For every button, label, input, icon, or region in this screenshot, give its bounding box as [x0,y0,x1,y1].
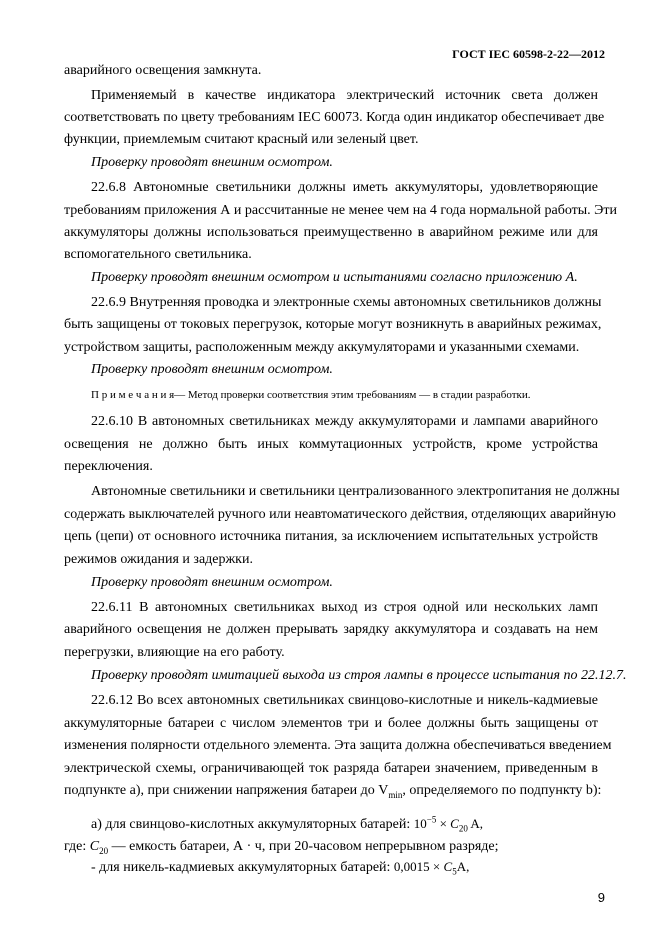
note-label: П р и м е ч а н и я [91,389,175,401]
page-header: ГОСТ IEC 60598-2-22—2012 [452,47,605,61]
paragraph-line: освещения не должно быть иных коммутационных устройств, кроме устройства [64,437,598,452]
formula-subscript: 20 [458,823,468,834]
paragraph-line: Автономные светильники и светильники централизованного электропитания не должны [91,484,620,499]
formula-symbol: C [450,816,459,831]
formula-subscript: 5 [452,866,457,877]
section-22-6-10: 22.6.10 В автономных светильниках между аккумуляторами и лампами аварийного [91,414,598,429]
section-22-6-9: 22.6.9 Внутренняя проводка и электронные схемы автономных светильников должны [91,295,602,310]
page-number: 9 [597,890,605,905]
section-22-6-11: 22.6.11 В автономных светильниках выход из строя одной или нескольких ламп [91,600,598,615]
item-nickel-text: - для никель-кадмиевых аккумуляторных батарей: [91,860,391,875]
note-text: — Метод проверки соответствия этим требованиям — в стадии разработки. [174,389,531,401]
paragraph-line: Применяемый в качестве индикатора электрический источник света должен [91,88,598,103]
paragraph-line: требованиям приложения А и рассчитанные не менее чем на 4 года нормальной работы. Эти [64,203,618,218]
formula-part: 10 [413,816,427,831]
formula-part: A, [456,859,470,874]
where-line [64,838,499,856]
paragraph-line: аварийного освещения не должен прерывать зарядку аккумулятора и создавать на нем [64,622,598,637]
formula-part: × [436,816,451,831]
item-a [91,815,483,834]
note [91,386,530,404]
paragraph-line: соответствовать по цвету требованиям IEC 60073. Когда один индикатор обеспечивает две [64,110,605,125]
formula-lead-acid [413,814,484,834]
text-span: — емкость батареи, А · ч, при 20-часовом непрерывном разряде; [108,839,499,854]
check-note: Проверку проводят внешним осмотром и испытаниями согласно приложению А. [91,270,578,285]
item-a-text: а) для свинцово-кислотных аккумуляторных батарей: [91,817,411,832]
paragraph-line: аккумуляторные батареи с числом элементов три и более должны быть защищены от [64,716,598,731]
check-note: Проверку проводят имитацией выхода из строя лампы в процессе испытания по 22.12.7. [91,668,627,683]
paragraph-line: содержать выключателей ручного или неавтоматического действия, отделяющих аварийную [64,507,616,522]
item-nickel [91,858,469,877]
formula-part: A, [467,816,484,831]
paragraph-line: изменения полярности отдельного элемента. Эта защита должна обеспечиваться введением [64,738,612,753]
paragraph-line: режимов ожидания и задержки. [64,552,253,567]
section-22-6-12: 22.6.12 Во всех автономных светильниках свинцово-кислотные и никель-кадмиевые [91,693,598,708]
paragraph-line: устройством защиты, расположенным между аккумуляторами и указанными схемами. [64,340,580,355]
vmin-subscript: min [388,789,403,800]
formula-symbol: C [443,859,453,874]
section-22-6-8: 22.6.8 Автономные светильники должны иметь аккумуляторы, удовлетворяющие [91,180,598,195]
paragraph-line: перегрузки, влияющие на его работу. [64,645,285,660]
check-note: Проверку проводят внешним осмотром. [91,575,333,590]
check-note: Проверку проводят внешним осмотром. [91,155,333,170]
formula-symbol: C [89,839,100,854]
paragraph-line: быть защищены от токовых перегрузок, которые могут возникнуть в аварийных режимах, [64,317,602,332]
paragraph-line: аварийного освещения замкнута. [64,63,262,78]
paragraph-line: функции, приемлемым считают красный или зеленый цвет. [64,132,419,147]
formula-subscript: 20 [99,845,109,856]
text-span: где: [64,839,90,854]
paragraph-line: цепь (цепи) от основного источника питания, за исключением испытательных устройств [64,529,598,544]
check-note: Проверку проводят внешним осмотром. [91,362,333,377]
paragraph-line: электрической схемы, ограничивающей ток разряда батареи значением, приведенным в [64,761,598,776]
text-span: , определяемого по подпункту b): [402,783,602,798]
paragraph-line: переключения. [64,459,153,474]
text-span: подпункте а), при снижении напряжения батареи до V [64,783,389,798]
formula-exponent: −5 [426,814,437,825]
paragraph-line: аккумуляторы должны использоваться преимущественно в аварийном режиме или для [64,225,598,240]
formula-part: 0,0015 × [393,859,444,874]
paragraph-line [64,782,601,800]
formula-nickel [393,859,470,877]
paragraph-line: вспомогательного светильника. [64,247,252,262]
